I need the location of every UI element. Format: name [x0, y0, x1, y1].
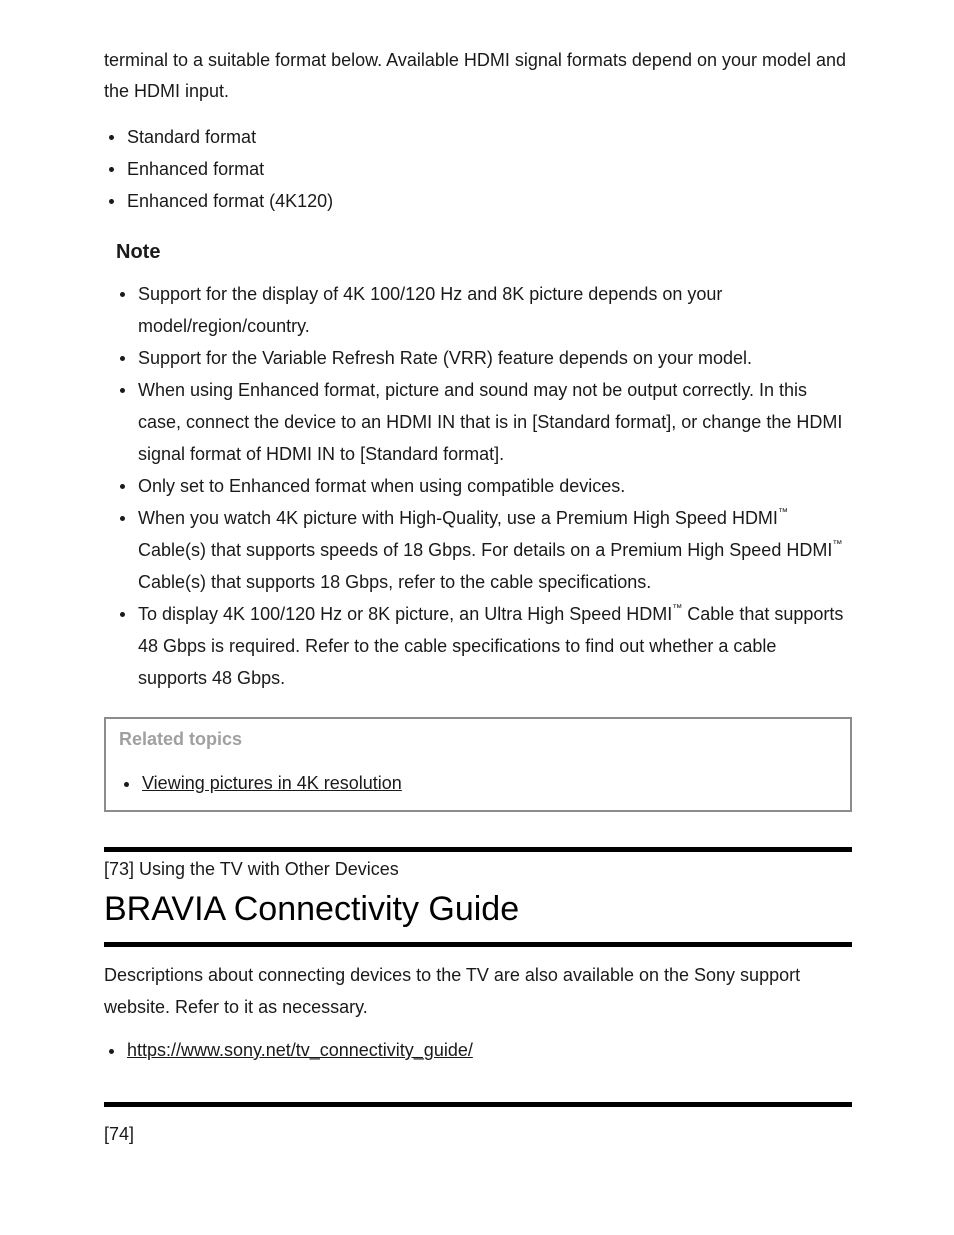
list-item [115, 502, 845, 598]
list-item: Enhanced format [104, 153, 333, 185]
page-title: BRAVIA Connectivity Guide [104, 890, 520, 928]
support-url-link[interactable]: https://www.sony.net/tv_connectivity_guide/ [127, 1040, 473, 1060]
intro-paragraph: terminal to a suitable format below. Available HDMI signal formats depend on your model and the HDMI input. [104, 50, 847, 101]
next-page-number: [74] [104, 1124, 135, 1144]
list-item: When using Enhanced format, picture and sound may not be output correctly. In this case, connect the device to an HDMI IN that is in [Standard format], or change the HDMI signal format of HDMI IN to [Standard format]. [115, 374, 845, 470]
list-item [119, 768, 402, 799]
related-topics-box [104, 717, 852, 812]
note-text: Cable(s) that supports 18 Gbps, refer to the cable specifications. [138, 572, 652, 592]
list-item: Only set to Enhanced format when using compatible devices. [115, 470, 845, 502]
section-divider [104, 847, 852, 852]
url-list [104, 1035, 473, 1066]
note-list [115, 278, 845, 694]
trademark-symbol: ™ [832, 539, 843, 550]
section-divider [104, 1102, 852, 1107]
note-text: When you watch 4K picture with High-Quality, use a Premium High Speed HDMI [138, 508, 778, 528]
format-list [104, 121, 333, 217]
title-underline [104, 942, 852, 947]
list-item: Support for the display of 4K 100/120 Hz and 8K picture depends on your model/region/country. [115, 278, 845, 342]
list-item: Standard format [104, 121, 333, 153]
note-text: Cable(s) that supports speeds of 18 Gbps. For details on a Premium High Speed HDMI [138, 540, 833, 560]
breadcrumb: [73] Using the TV with Other Devices [104, 859, 399, 879]
list-item [115, 598, 845, 694]
list-item: Support for the Variable Refresh Rate (VRR) feature depends on your model. [115, 342, 845, 374]
note-heading: Note [116, 241, 161, 263]
list-item: Enhanced format (4K120) [104, 185, 333, 217]
trademark-symbol: ™ [777, 507, 788, 518]
note-text: To display 4K 100/120 Hz or 8K picture, an Ultra High Speed HDMI [138, 604, 673, 624]
list-item [104, 1035, 473, 1066]
related-topics-heading: Related topics [119, 729, 243, 749]
related-topics-list [119, 768, 402, 799]
related-topic-link[interactable]: Viewing pictures in 4K resolution [142, 773, 402, 793]
trademark-symbol: ™ [672, 603, 683, 614]
description-paragraph: Descriptions about connecting devices to the TV are also available on the Sony support website. Refer to it as necessary. [104, 965, 801, 1017]
note-text: Cable that supports 48 Gbps is required. Refer to the cable specifications to find out whether a cable supports 48 Gbps. [138, 604, 844, 688]
